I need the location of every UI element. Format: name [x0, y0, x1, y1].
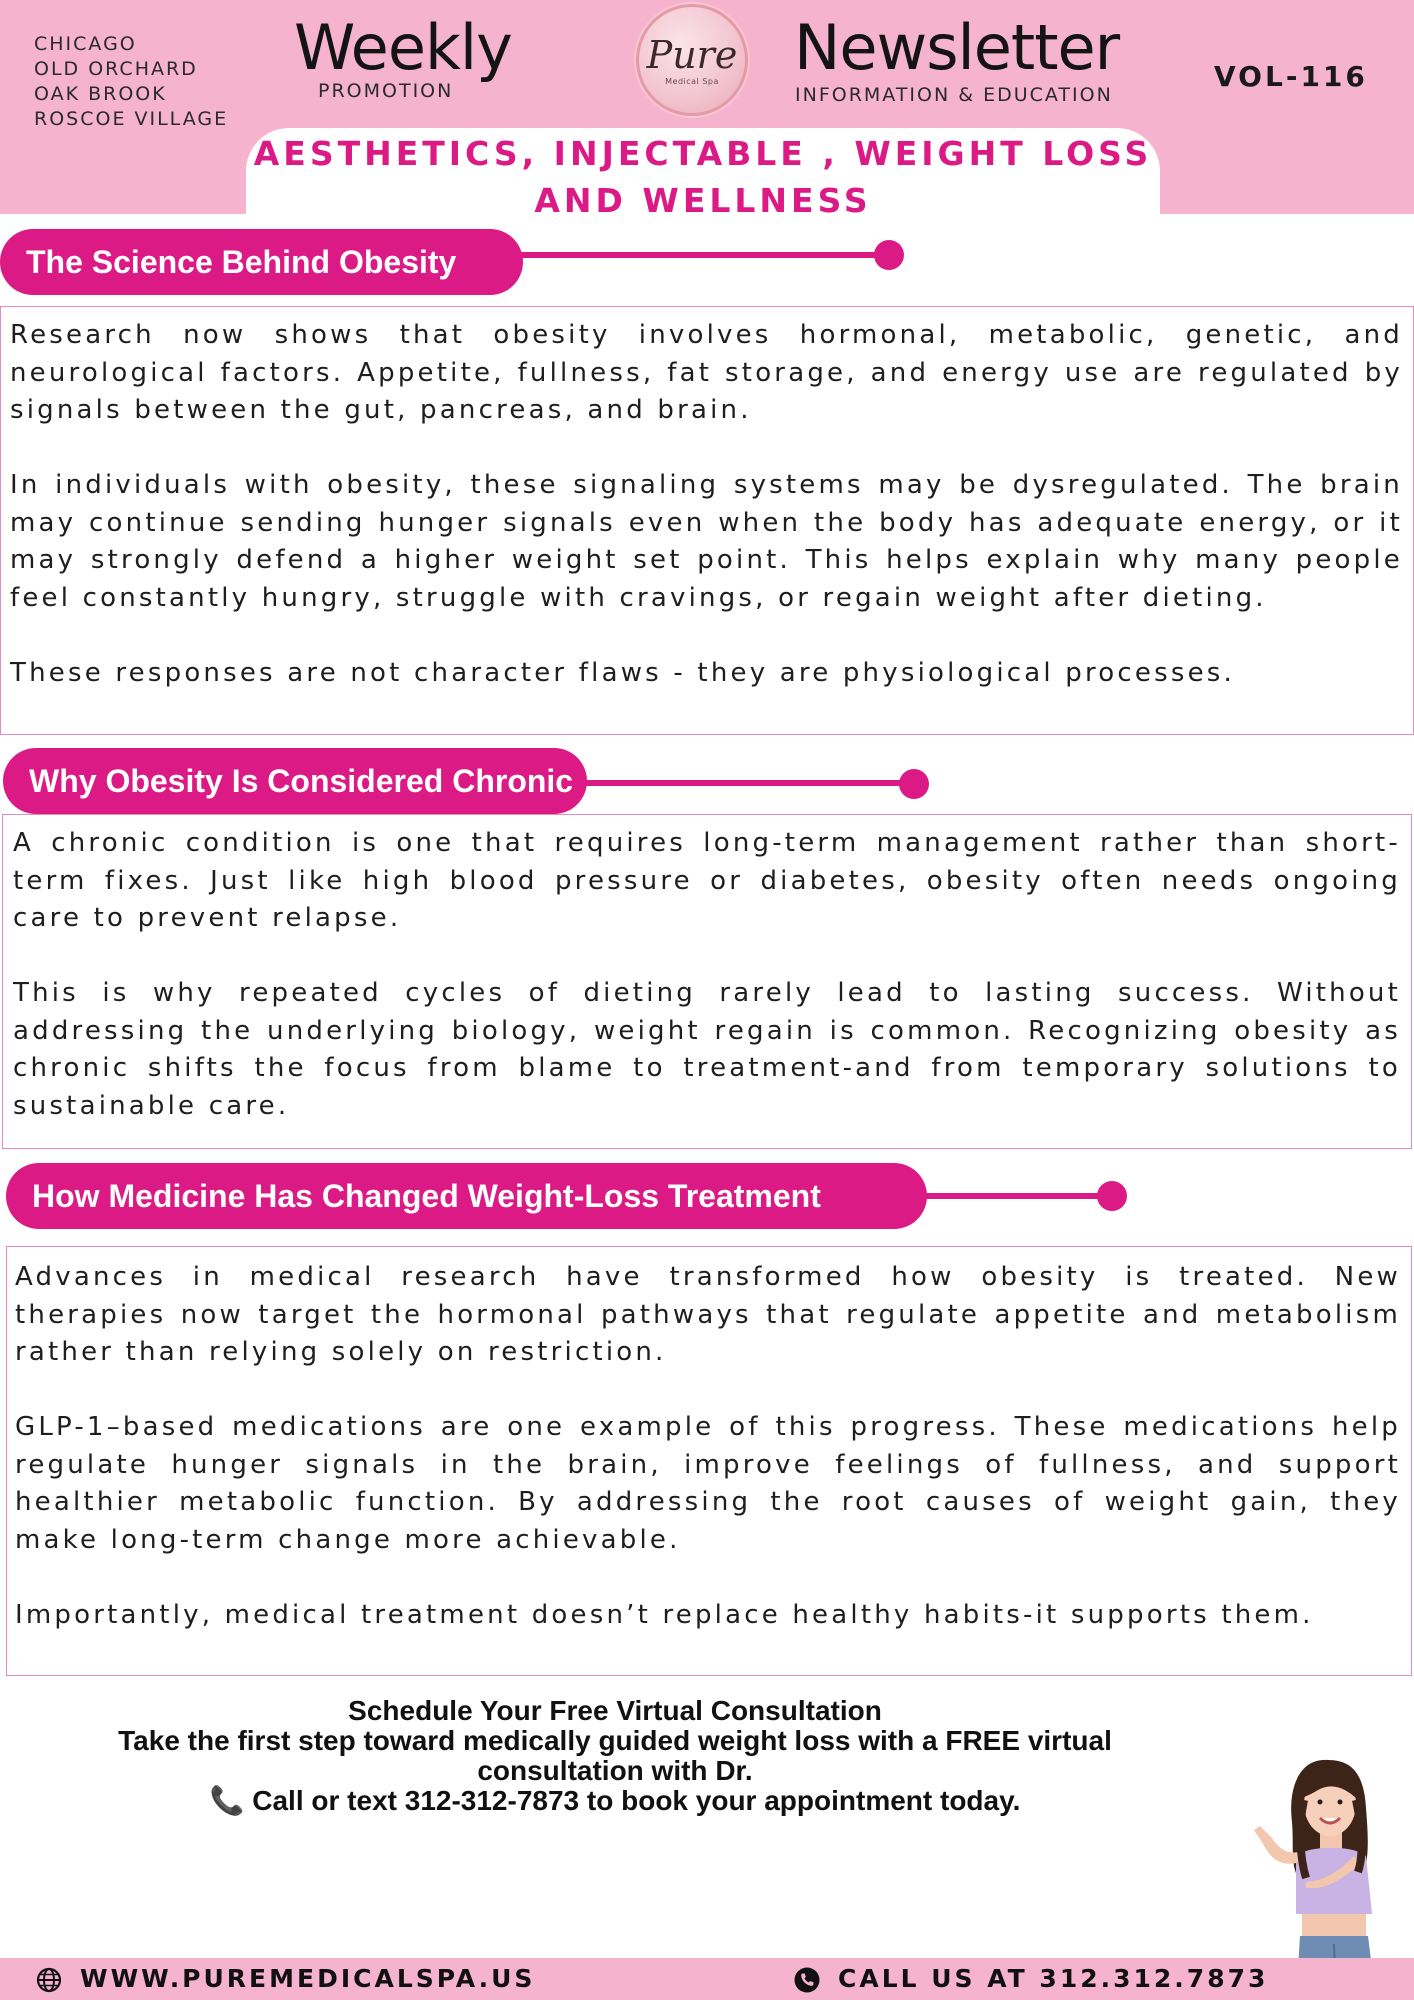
section-body-science: [0, 306, 1414, 735]
cta-call-text: Call or text 312-312-7873 to book your appointment today.: [252, 1785, 1021, 1816]
section-divider-line: [582, 780, 912, 786]
section-divider-dot: [1097, 1181, 1127, 1211]
location-item: OAK BROOK: [34, 83, 167, 105]
location-item: OLD ORCHARD: [34, 58, 198, 80]
paragraph: This is why repeated cycles of dieting rarely lead to lasting success. Without addressing the underlying biology, weight regain is common. Recognizing obesity as chronic shifts the focus from blame to treatment-and from temporary solutions to sustainable care.: [13, 978, 1401, 1121]
logo-subtext: Medical Spa: [665, 77, 719, 86]
pure-logo[interactable]: [636, 4, 748, 116]
location-item: ROSCOE VILLAGE: [34, 108, 229, 130]
banner-text: [246, 130, 1160, 224]
info-education-label: INFORMATION & EDUCATION: [795, 84, 1113, 106]
promotion-label: PROMOTION: [318, 80, 454, 102]
banner-line-2: AND WELLNESS: [534, 181, 872, 220]
paragraph: GLP-1–based medications are one example of this progress. These medications help regulate hunger signals in the brain, improve feelings of fullness, and support healthier metabolic function. By addressing the root causes of weight gain, they make long-term change more achievable.: [15, 1412, 1401, 1555]
weekly-title: Weekly: [294, 11, 512, 84]
footer: [0, 1958, 1414, 2000]
topic-banner: [246, 128, 1160, 220]
telephone-icon: 📞: [209, 1784, 245, 1817]
phone-link[interactable]: CALL US AT 312.312.7873: [838, 1964, 1269, 1993]
cta-call-line[interactable]: [60, 1786, 1170, 1816]
paragraph: A chronic condition is one that requires long-term management rather than short-term fixes. Just like high blood pressure or diabetes, obesity often needs ongoing care to prevent relapse.: [13, 828, 1401, 933]
paragraph: Research now shows that obesity involves hormonal, metabolic, genetic, and neurological factors. Appetite, fullness, fat storage, and energy use are regulated by signals between the gut, pancreas, and brain.: [10, 320, 1403, 425]
section-body-medicine: [6, 1246, 1412, 1676]
header: [0, 0, 1414, 220]
volume-label: VOL-116: [1214, 60, 1368, 93]
cta-heading: Schedule Your Free Virtual Consultation: [348, 1695, 882, 1726]
section-title-science: The Science Behind Obesity: [0, 229, 523, 295]
location-item: CHICAGO: [34, 33, 137, 55]
consultation-cta: [60, 1696, 1170, 1816]
globe-icon: [36, 1967, 62, 1993]
banner-line-1: AESTHETICS, INJECTABLE , WEIGHT LOSS: [253, 134, 1153, 173]
paragraph: These responses are not character flaws - they are physiological processes.: [10, 657, 1235, 688]
location-list: [34, 32, 228, 132]
section-divider-dot: [874, 240, 904, 270]
phone-icon: [794, 1967, 820, 1993]
paragraph: Advances in medical research have transformed how obesity is treated. New therapies now target the hormonal pathways that regulate appetite and metabolism rather than relying solely on restriction.: [15, 1262, 1401, 1367]
website-link[interactable]: WWW.PUREMEDICALSPA.US: [80, 1964, 536, 1993]
logo-wordmark: Pure: [646, 33, 738, 77]
paragraph: Importantly, medical treatment doesn’t replace healthy habits-it supports them.: [15, 1599, 1314, 1630]
section-divider-line: [518, 252, 890, 258]
cta-description: Take the first step toward medically guided weight loss with a FREE virtual consultation with Dr.: [118, 1725, 1112, 1786]
section-divider-line: [922, 1193, 1112, 1199]
section-title-medicine: How Medicine Has Changed Weight-Loss Treatment: [6, 1163, 927, 1229]
section-body-chronic: [2, 814, 1412, 1149]
paragraph: In individuals with obesity, these signaling systems may be dysregulated. The brain may continue sending hunger signals even when the body has adequate energy, or it may strongly defend a higher weight set point. This helps explain why many people feel constantly hungry, struggle with cravings, or regain weight after dieting.: [10, 470, 1403, 613]
section-divider-dot: [899, 769, 929, 799]
newsletter-title: Newsletter: [794, 11, 1120, 84]
section-title-chronic: Why Obesity Is Considered Chronic: [3, 748, 587, 814]
